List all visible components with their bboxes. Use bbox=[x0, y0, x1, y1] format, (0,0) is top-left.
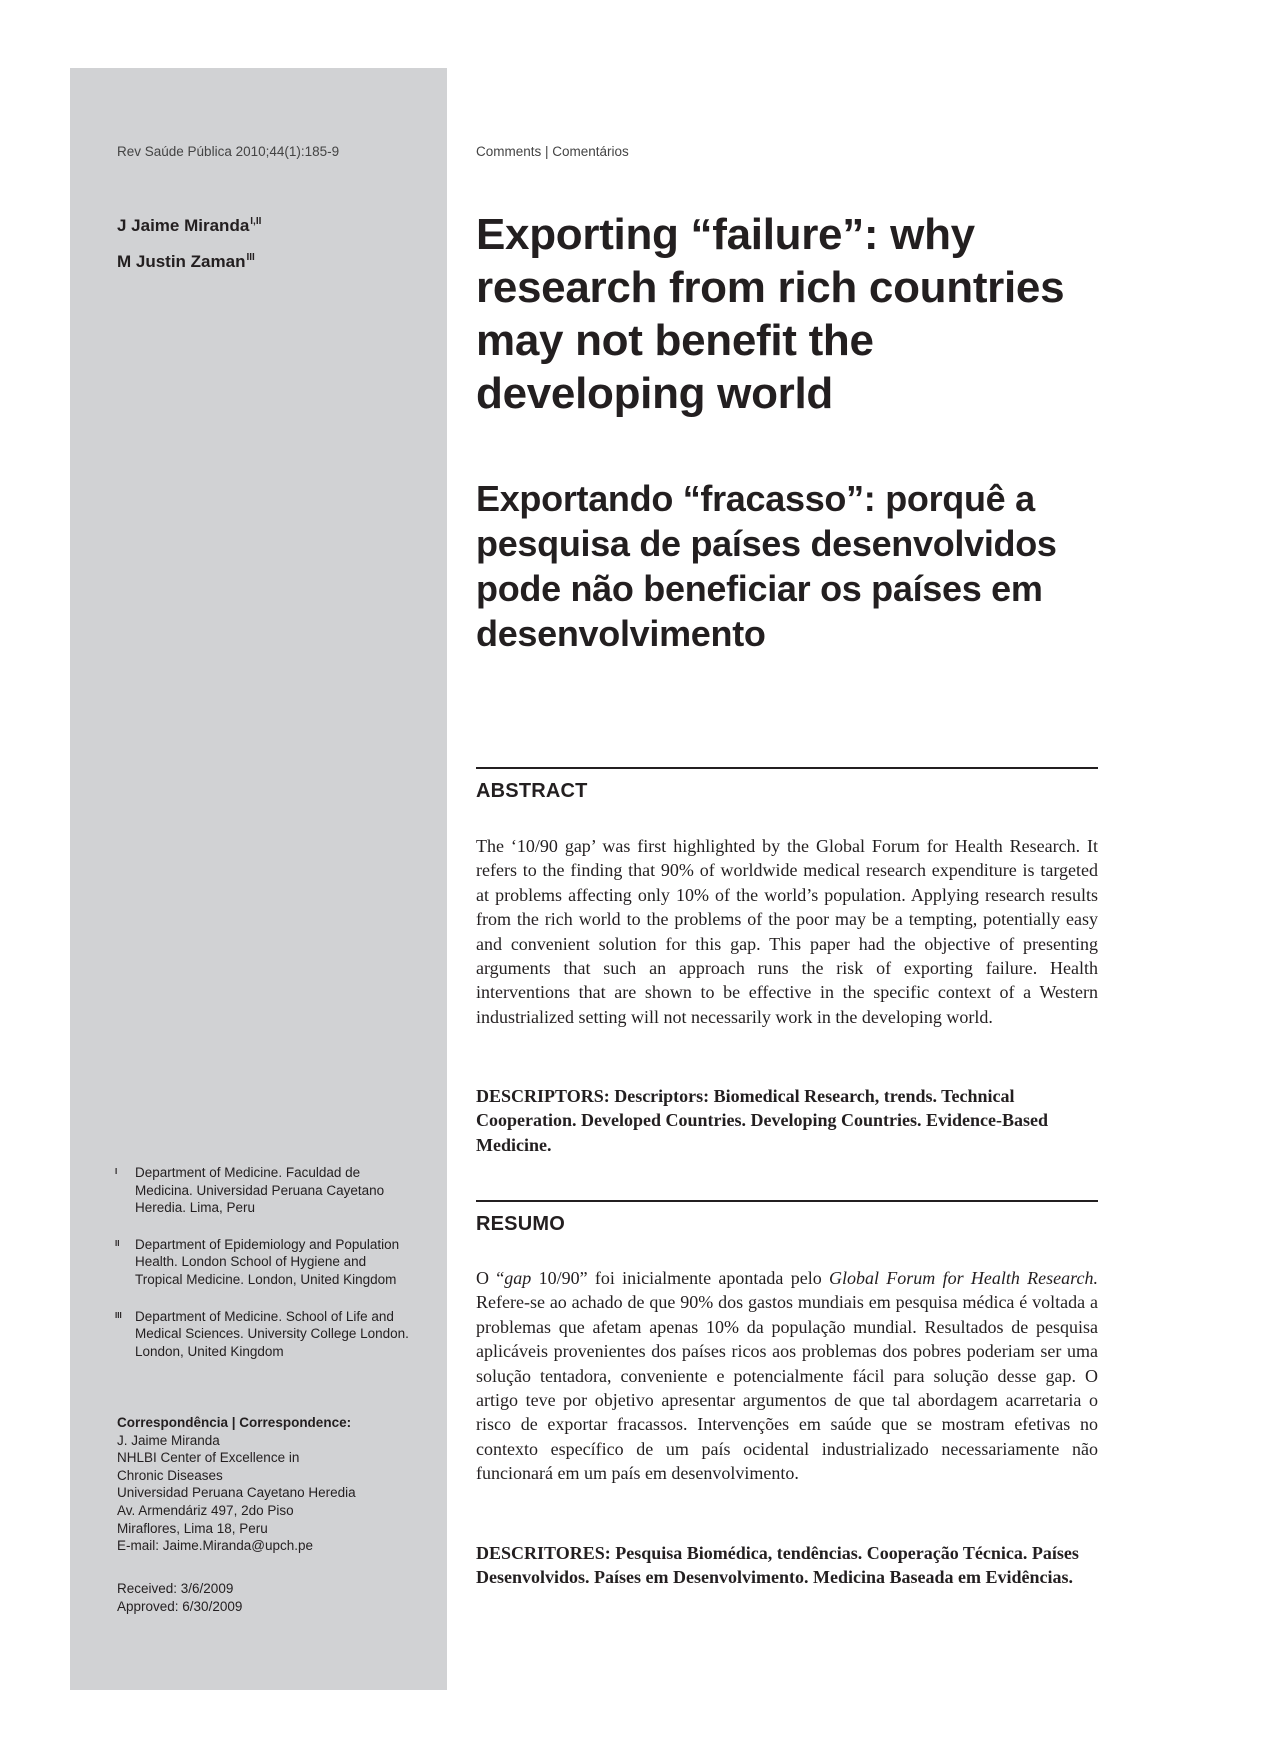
divider bbox=[476, 767, 1098, 769]
correspondence-line: Chronic Diseases bbox=[117, 1467, 223, 1483]
affiliation bbox=[115, 1308, 415, 1361]
journal-reference: Rev Saúde Pública 2010;44(1):185-9 bbox=[117, 144, 340, 159]
article-title-portuguese: Exportando “fracasso”: porquê a pesquisa de países desenvolvidos pode não beneficiar os países em desenvolvimento bbox=[476, 478, 1057, 654]
correspondence-line: NHLBI Center of Excellence in bbox=[117, 1450, 300, 1466]
author-name: M Justin Zaman bbox=[117, 252, 246, 271]
resumo-text-part: Refere-se ao achado de que 90% dos gastos mundiais em pesquisa médica é voltada a problemas que afetam apenas 10% da população mundial. Resultados de pesquisa aplicáveis provenientes dos países ricos aos problemas dos pobres poderiam ser uma solução tentadora, conveniente e potencialmente fácil para solução desse gap. O artigo teve por objetivo apresentar argumentos de que tal abordagem acarretaria o risco de exportar fracassos. Intervenções em saúde que se mostram efetivas no contexto específico de um país ocidental industrializado necessariamente não funcionará em um país em desenvolvimento. bbox=[476, 1292, 1098, 1484]
correspondence-line: Av. Armendáriz 497, 2do Piso bbox=[117, 1502, 294, 1518]
correspondence-line: Miraflores, Lima 18, Peru bbox=[117, 1520, 268, 1536]
author-affiliation-mark: III bbox=[246, 252, 255, 263]
correspondence-line: Universidad Peruana Cayetano Heredia bbox=[117, 1485, 356, 1501]
article-dates bbox=[117, 1580, 242, 1615]
affiliation-mark: II bbox=[115, 1238, 120, 1248]
resumo-text-part: 10/90” foi inicialmente apontada pelo bbox=[531, 1268, 829, 1288]
affiliation-mark: I bbox=[115, 1167, 118, 1176]
divider bbox=[476, 1200, 1098, 1202]
author-list bbox=[117, 216, 261, 288]
correspondence-line: J. Jaime Miranda bbox=[117, 1432, 220, 1448]
affiliation-text: Department of Medicine. School of Life and Medical Sciences. University College London. London, United Kingdom bbox=[135, 1308, 409, 1359]
abstract-text: The ‘10/90 gap’ was first highlighted by the Global Forum for Health Research. It refers to the finding that 90% of worldwide medical research expenditure is targeted at problems affecting only 10% of the world’s population. Applying research results from the rich world to the problems of the poor may be a tempting, potentially easy and convenient solution for this gap. This paper had the objective of presenting arguments that such an approach runs the risk of exporting failure. Health interventions that are shown to be effective in the specific context of a Western industrialized setting will not necessarily work in the developing world. bbox=[476, 836, 1098, 1027]
affiliation-text: Department of Epidemiology and Population Health. London School of Hygiene and Tropical Medicine. London, United Kingdom bbox=[135, 1236, 400, 1287]
affiliation-mark: III bbox=[115, 1310, 122, 1320]
author-name: J Jaime Miranda bbox=[117, 216, 250, 235]
resumo-text-italic: Global Forum for Health Research. bbox=[829, 1268, 1098, 1288]
resumo-text-part: O “ bbox=[476, 1268, 505, 1288]
article-title-english: Exporting “failure”: why research from rich countries may not benefit the developing world bbox=[476, 210, 1065, 418]
abstract-descriptors: DESCRIPTORS: Descriptors: Biomedical Research, trends. Technical Cooperation. Developed Countries. Developing Countries. Evidence-Based Medicine. bbox=[476, 1086, 1048, 1155]
resumo-text-italic: gap bbox=[504, 1268, 532, 1288]
abstract-heading: ABSTRACT bbox=[476, 780, 588, 802]
correspondence-heading: Correspondência | Correspondence: bbox=[117, 1415, 352, 1430]
affiliation-text: Department of Medicine. Faculdad de Medicina. Universidad Peruana Cayetano Heredia. Lima, Peru bbox=[135, 1165, 385, 1216]
author-affiliation-mark: I,II bbox=[250, 216, 262, 227]
affiliation bbox=[115, 1236, 415, 1289]
received-date: Received: 3/6/2009 bbox=[117, 1581, 234, 1596]
affiliations bbox=[115, 1164, 415, 1379]
affiliation bbox=[115, 1164, 415, 1217]
approved-date: Approved: 6/30/2009 bbox=[117, 1598, 243, 1614]
resumo-text bbox=[476, 1266, 1098, 1486]
resumo-descriptors: DESCRITORES: Pesquisa Biomédica, tendências. Cooperação Técnica. Países Desenvolvidos. Países em Desenvolvimento. Medicina Baseada em Evidências. bbox=[476, 1543, 1079, 1588]
section-label: Comments | Comentários bbox=[476, 144, 629, 159]
correspondence-email: E-mail: Jaime.Miranda@upch.pe bbox=[117, 1538, 314, 1554]
resumo-heading: RESUMO bbox=[476, 1213, 565, 1235]
author bbox=[117, 216, 261, 236]
author bbox=[117, 252, 261, 272]
correspondence-block bbox=[117, 1414, 427, 1555]
